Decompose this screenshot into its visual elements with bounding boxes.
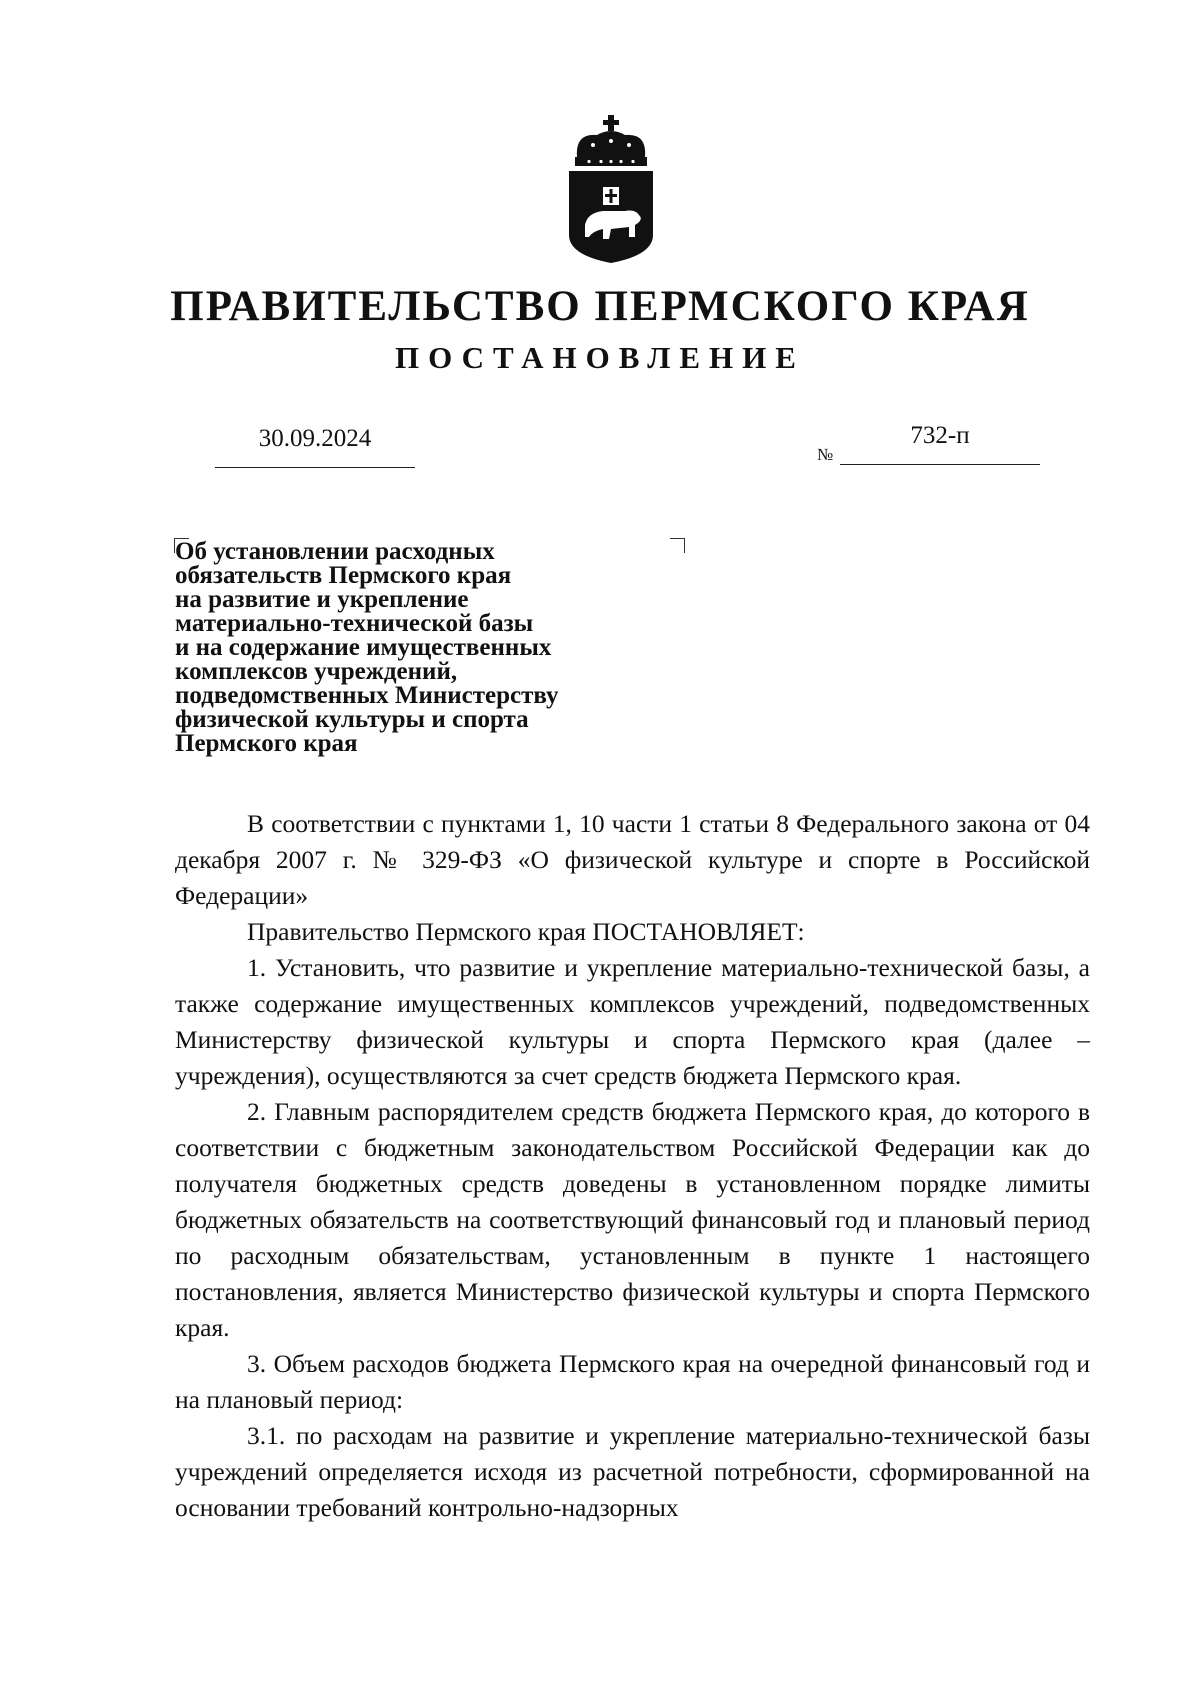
title-line: подведомственных Министерству — [175, 682, 559, 709]
document-number: 732-п — [910, 422, 970, 449]
document-body — [175, 806, 1090, 1526]
title-line: на развитие и укрепление — [175, 586, 469, 613]
clause-3-paragraph: 3. Объем расходов бюджета Пермского края на очередной финансовый год и на плановый период: — [175, 1349, 1090, 1414]
title-line: и на содержание имущественных — [175, 634, 552, 661]
title-line: физической культуры и спорта — [175, 706, 529, 733]
document-date: 30.09.2024 — [258, 425, 372, 452]
document-title — [175, 540, 695, 756]
title-line: обязательств Пермского края — [175, 562, 512, 589]
organization-title: ПРАВИТЕЛЬСТВО ПЕРМСКОГО КРАЯ — [170, 283, 1030, 330]
number-label: № — [817, 445, 834, 464]
clause-2-paragraph: 2. Главным распорядителем средств бюджета Пермского края, до которого в соответствии с бюджетным законодательством Российской Федерации как до получателя бюджетных средств доведены в установленном порядке лимиты бюджетных обязательств на соответствующий финансовый год и плановый период по расходным обязательствам, установленным в пункте 1 настоящего постановления, является Министерство физической культуры и спорта Пермского края. — [175, 1097, 1090, 1342]
resolution-paragraph: Правительство Пермского края ПОСТАНОВЛЯЕТ: — [247, 917, 805, 946]
number-field — [840, 422, 1040, 465]
title-line: Об установлении расходных — [175, 538, 495, 565]
clause-1-paragraph: 1. Установить, что развитие и укрепление материально-технической базы, а также содержание имущественных комплексов учреждений, подведомственных Министерству физической культуры и спорта Пермского края (далее – учреждения), осуществляются за счет средств бюджета Пермского края. — [175, 953, 1090, 1090]
title-line: Пермского края — [175, 730, 358, 757]
preamble-paragraph: В соответствии с пунктами 1, 10 части 1 статьи 8 Федерального закона от 04 декабря 2007 г. № 329-ФЗ «О физической культуре и спорте в Российской Федерации» — [175, 809, 1090, 910]
document-type: ПОСТАНОВЛЕНИЕ — [395, 340, 805, 375]
clause-3-1-paragraph: 3.1. по расходам на развитие и укрепление материально-технической базы учреждений определяется исходя из расчетной потребности, сформированной на основании требований контрольно-надзорных — [175, 1421, 1090, 1522]
title-line: комплексов учреждений, — [175, 658, 458, 685]
coat-of-arms-icon — [563, 115, 659, 265]
title-line: материально-технической базы — [175, 610, 534, 637]
date-field — [215, 425, 415, 468]
